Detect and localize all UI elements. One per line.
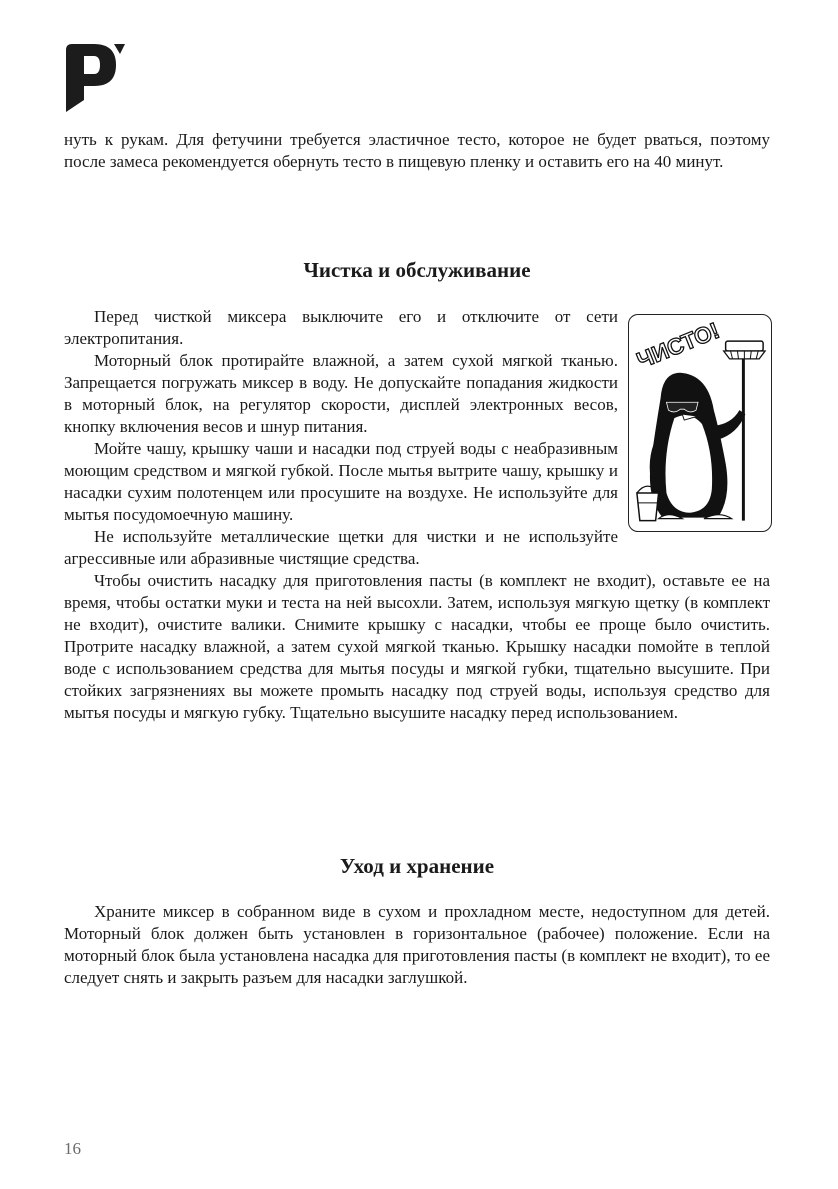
storage-heading: Уход и хранение: [339, 854, 495, 878]
cleaning-paragraph-2: Моторный блок протирайте влажной, а затем сухой мягкой тканью. Запрещается погружать миксер в воду. Не допускайте попадания жидкости в моторный блок, на регулятор скорости, дисплей электронных весов, кнопку включения весов и шнур питания.: [64, 351, 618, 436]
page-number: 16: [64, 1139, 81, 1158]
storage-section-body: [64, 901, 770, 989]
intro-paragraph: нуть к рукам. Для фетучини требуется эластичное тесто, которое не будет рваться, поэтому после замеса рекомендуется обернуть тесто в пищевую пленку и оставить его на 40 минут.: [64, 130, 770, 171]
penguin-illustration: [628, 314, 772, 532]
storage-paragraph-1: Храните миксер в собранном виде в сухом и прохладном месте, недоступном для детей. Моторный блок должен быть установлен в горизонтальное (рабочее) положение. Если на моторный блок была установлена насадка для приготовления пасты (в комплект не входит), то ее следует снять и закрыть разъем для насадки заглушкой.: [64, 902, 770, 987]
cleaning-paragraph-4: Не используйте металлические щетки для чистки и не используйте агрессивные или абразивные чистящие средства.: [64, 527, 618, 568]
cleaning-heading: Чистка и обслуживание: [303, 258, 531, 282]
cleaning-section-body: [64, 306, 770, 724]
illustration-caption: ЧИСТО!: [632, 316, 723, 374]
brand-logo-icon: [64, 40, 126, 114]
cleaning-paragraph-5: Чтобы очистить насадку для приготовления пасты (в комплект не входит), оставьте ее на время, чтобы остатки муки и теста на ней высохли. Затем, используя мягкую щетку (в комплект не входит), очистите валики. Снимите крышку с насадки, чтобы ее проще было очистить. Протрите насадку влажной, а затем сухой мягкой тканью. Крышку насадки помойте в теплой воде с использованием средства для мытья посуды и мягкой губки, тщательно высушите. При стойких загрязнениях вы можете промыть насадку под струей воды, используя средство для мытья посуды и мягкую губку. Тщательно высушите насадку перед использованием.: [64, 571, 770, 722]
cleaning-paragraph-3: Мойте чашу, крышку чаши и насадки под струей воды с неабразивным моющим средством и мягкой губкой. После мытья вытрите чашу, крышку и насадки сухим полотенцем или просушите на воздухе. Не используйте для мытья посудомоечную машину.: [64, 439, 618, 524]
penguin-with-broom-icon: [629, 315, 771, 531]
cleaning-paragraph-1: Перед чисткой миксера выключите его и отключите от сети электропитания.: [64, 307, 618, 348]
